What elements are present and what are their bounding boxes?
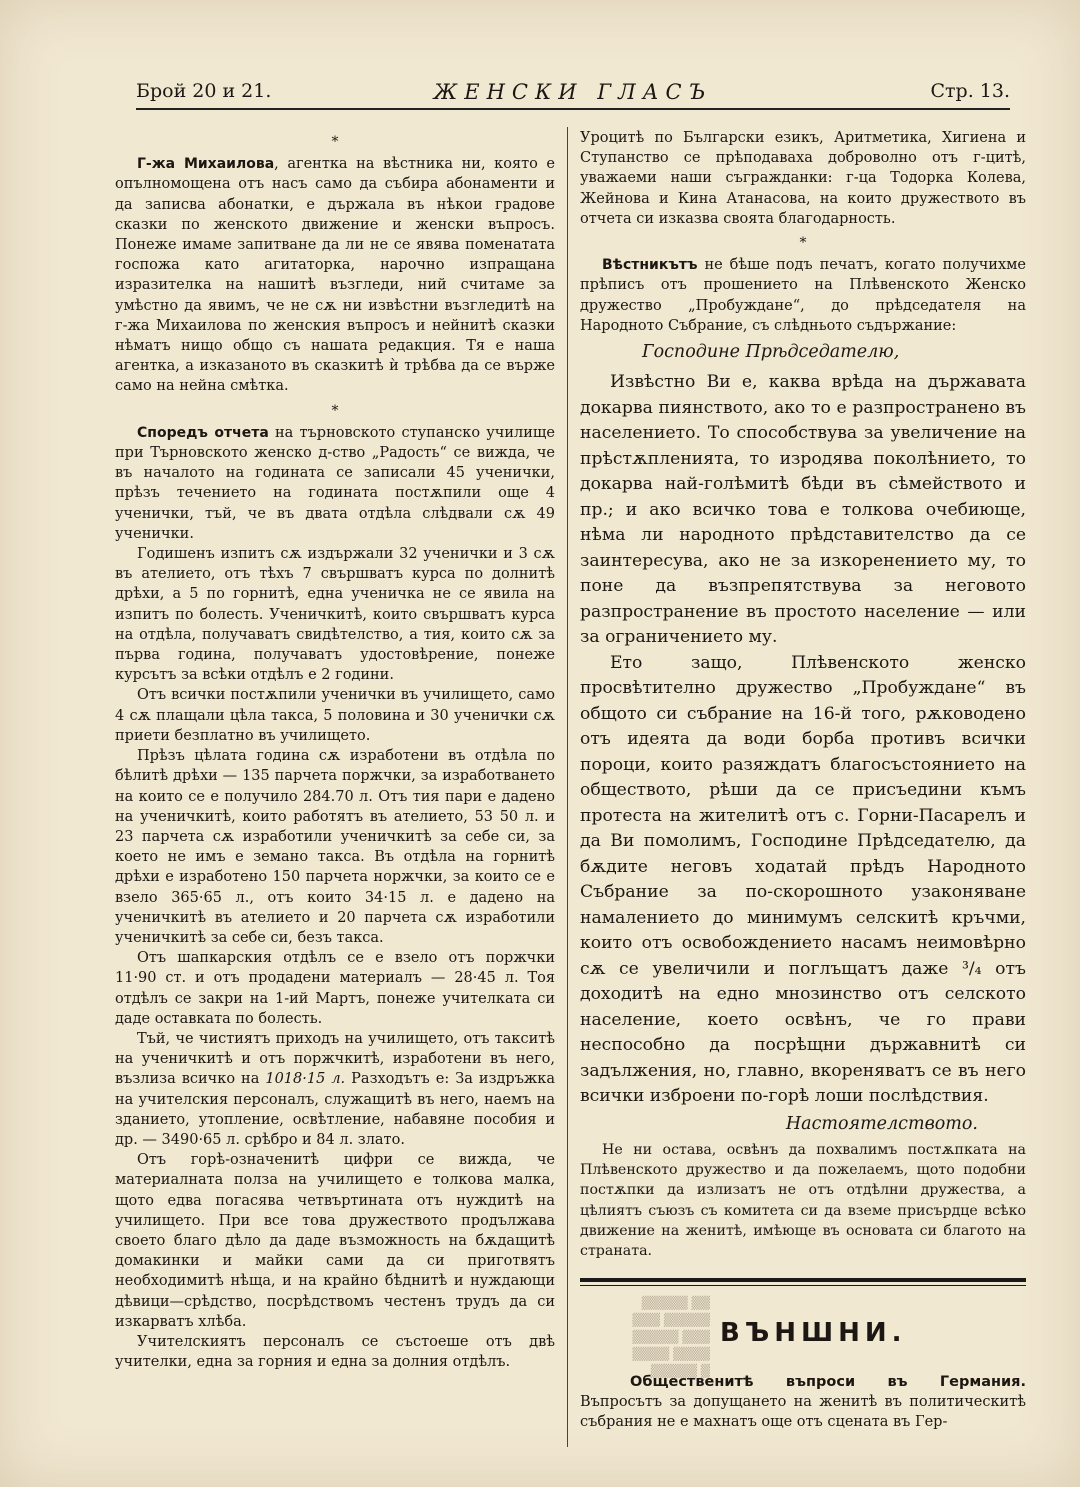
- notice-lead: Г-жа Михаилова: [137, 156, 275, 173]
- notice-mihailova: Г-жа Михаилова, агентка на вѣстника ни, която е опълномощена отъ насъ само да събира абонаменти и да записва абонатки, е държала въ нѣкои градове сказки по женското движение и женски въпросъ. Понеже имаме запитване да ли не се явява поменатата госпожа като агитаторка, нарочно изпращана изразителка на нашитѣ възгледи, ний считаме за умѣстно да явимъ, че не сѫ ни извѣстни възгледитѣ на г-жа Михаилова по женския въпросъ и нейнитѣ сказки нѣматъ нищо общо съ нашата редакция. Тя е наша агентка, а изказаното въ сказкитѣ ѝ трѣбва да се върже само на нейна смѣтка.: [115, 156, 555, 395]
- page-header: [136, 80, 1010, 110]
- report-paragraph-1: Споредъ отчета на търновското ступанско училище при Търновското женско д-ство „Радость“ се вижда, че въ началото на годината се записали 45 ученички, прѣзъ течението на годината постѫпили още 4 ученички, тъй, че въ двата отдѣла слѣдвали сѫ 49 ученички.: [115, 424, 555, 542]
- issue-number: Брой 20 и 21.: [136, 80, 272, 102]
- section-separator: *: [799, 235, 807, 252]
- report-lead: Споредъ отчета: [137, 424, 269, 441]
- petition-signature: Настоятелството.: [785, 1113, 978, 1134]
- petition-salutation: Господине Прѣдседателю,: [642, 342, 900, 363]
- foreign-news: [580, 1372, 1026, 1433]
- germany-paragraph: Общественитѣ въпроси въ Германия. Въпросътъ за допущането на женитѣ въ политическитѣ събрания не е махнатъ още отъ сцената въ Гер-: [580, 1374, 1026, 1431]
- section-separator: *: [331, 134, 339, 150]
- section-rule-thick: [580, 1278, 1026, 1282]
- report-paragraph-3: Отъ всички постѫпили ученички въ училището, само 4 сѫ плащали цѣла такса, 5 половина и 30 ученички сѫ приети безплатно въ училището.: [115, 687, 555, 744]
- bleed-through-decoration: ▒▒ ▒▒▒▒▒ ▒▒▒▒▒ ▒▒▒ ▒▒▒ ▒▒▒▒▒ ▒▒▒▒ ▒▒▒▒ ▒ ▒▒▒▒▒: [632, 1296, 710, 1378]
- report-paragraph-4: Прѣзъ цѣлата година сѫ изработени въ отдѣла по бѣлитѣ дрѣхи — 135 парчета поржчки, за изработването на които се е получило 284.70 л. Отъ тия пари е дадено на ученичкитѣ, които работятъ въ ателието, 53 50 л. и 23 парчета сѫ изработили ученичкитѣ за себе си, за което не имъ е земано такса. Въ отдѣла на горнитѣ дрѣхи е изработено 150 парчета норжчки, за които се е взело 365·65 л., отъ които 34·15 л. е дадено на ученичкитѣ въ ателието и 20 парчета сѫ изработили ученичкитѣ за себе си, безъ такса.: [115, 748, 555, 946]
- lessons-paragraph: Уроцитѣ по Български езикъ, Аритметика, Хигиена и Ступанство се прѣподаваха доброволно отъ г-цитѣ, уважаеми наши съгражданки: г-ца Тодорка Колева, Жейнова и Кина Атанасова, на които дружеството въ отчета си изказва своята благодарность.: [580, 130, 1026, 227]
- germany-lead: Общественитѣ въпроси въ Германия.: [630, 1374, 1026, 1390]
- editorial-comment: Не ни остава, освѣнъ да похвалимъ постѫпката на Плѣвенското дружество и да пожелаемъ, щото подобни постѫпки да излизатъ не отъ отдѣлни дружества, а цѣлиятъ съюзъ съ комитета си да вземе присърдце всѣко движение на женитѣ, имѣюще въ основата си благото на страната.: [580, 1141, 1026, 1259]
- masthead-title: ЖЕНСКИ ГЛАСЪ: [433, 80, 713, 104]
- petition-body: [580, 370, 1026, 1110]
- report-paragraph-6: Тъй, че чистиятъ приходъ на училището, отъ такситѣ на ученичкитѣ и отъ поржчкитѣ, изработени въ него, възлиза всичко на 1018·15 л. Разходътъ е: За издръжка на учителския персоналъ, служащитѣ въ него, наемъ на зданието, утопление, освѣтление, набавяне пособия и др. — 3490·65 л. срѣбро и 84 л. злато.: [115, 1030, 555, 1148]
- income-amount: 1018·15 л.: [265, 1071, 346, 1088]
- petition-paragraph-1: Извѣстно Ви е, каква врѣда на държавата докарва пиянството, ако то е разпространено въ населението. То способствува за увеличение на прѣстѫпленията, то изродява поколѣнието, то докарва най-голѣмитѣ бѣди въ сѣмейството и пр.; и ако всичко това е толкова очебиюще, нѣма ли народното прѣдставителство да се заинтересува, ако не за изкоренението му, то поне да възпрепятствува за неговото разпространение въ простото население — или за ограничението му.: [580, 372, 1026, 648]
- report-paragraph-5: Отъ шапкарския отдѣлъ се е взело отъ поржчки 11·90 ст. и отъ продадени материалъ — 28·45 л. Тоя отдѣлъ се закри на 1-ий Мартъ, понеже учителката си даде оставката по болесть.: [115, 950, 555, 1027]
- right-column: [580, 128, 1026, 1261]
- page-number: Стр. 13.: [930, 80, 1010, 102]
- fraction: ³/₄: [962, 958, 982, 979]
- section-rule-thin: [580, 1285, 1026, 1286]
- report-paragraph-8: Учителскиятъ персоналъ се състоеше отъ двѣ учителки, една за горния и една за долния отдѣлъ.: [115, 1333, 555, 1371]
- report-paragraph-2: Годишенъ изпитъ сѫ издържали 32 ученички и 3 сѫ въ ателието, отъ тѣхъ 7 свършватъ курса по долнитѣ дрѣхи, а 5 по горнитѣ, една ученичка не се явила на изпитъ по болесть. Ученичкитѣ, които свършватъ курса на отдѣла, получаватъ свидѣтелство, а тия, които сѫ за първа година, получаватъ удостовѣрение, понеже курсътъ за всѣки отдѣлъ е 2 години.: [115, 546, 555, 684]
- report-paragraph-7: Отъ горѣ-означенитѣ цифри се вижда, че материалната полза на училището е толкова малка, щото едва погасява четвъртината отъ нуждитѣ на училището. При все това дружеството продължава своето благо дѣло да даде възможность на бѫдащитѣ домакинки и майки сами да си приготвятъ необходимитѣ нѣща, и на крайно бѣднитѣ и нуждающи дѣвици—срѣдство, посрѣдствомъ честенъ трудъ да си изкарватъ хлѣба.: [115, 1152, 555, 1330]
- column-divider: [567, 127, 568, 1447]
- left-column: [115, 128, 555, 1372]
- petition-paragraph-2: Ето защо, Плѣвенското женско просвѣтително дружество „Пробуждане“ въ общото си събрание на 16-й того, рѫководено отъ идеята да води борба противъ всички пороци, които разяждатъ благосъстоянието на обществото, рѣши да се присъедини къмъ протеста на жителитѣ отъ с. Горни-Пасарелъ и да Ви помолимъ, Господине Прѣдседателю, да бѫдите неговъ ходатай прѣдъ Народното Събрание за по-скорошното узаконяване намалението до минимумъ селскитѣ кръчми, които отъ освобождението насамъ неимовѣрно сѫ се увеличили и поглъщатъ даже ³/₄ отъ доходитѣ на едно мнозинство отъ селското население, което освѣнъ, че го прави неспособно да посрѣщни държавнитѣ си задължения, но, главно, вкореняватъ се въ него всички изброени по-горѣ лоши послѣдствия.: [580, 652, 1026, 1107]
- petition-intro: Вѣстникътъ не бѣше подъ печатъ, когато получихме прѣписъ отъ прошението на Плѣвенското Женско дружество „Пробуждане“, до прѣдседателя на Народното Събрание, съ слѣдньото съдържание:: [580, 257, 1026, 334]
- petition-lead: Вѣстникътъ: [602, 257, 698, 274]
- section-title-foreign: ВЪНШНИ.: [720, 1318, 907, 1348]
- section-separator: *: [331, 402, 339, 419]
